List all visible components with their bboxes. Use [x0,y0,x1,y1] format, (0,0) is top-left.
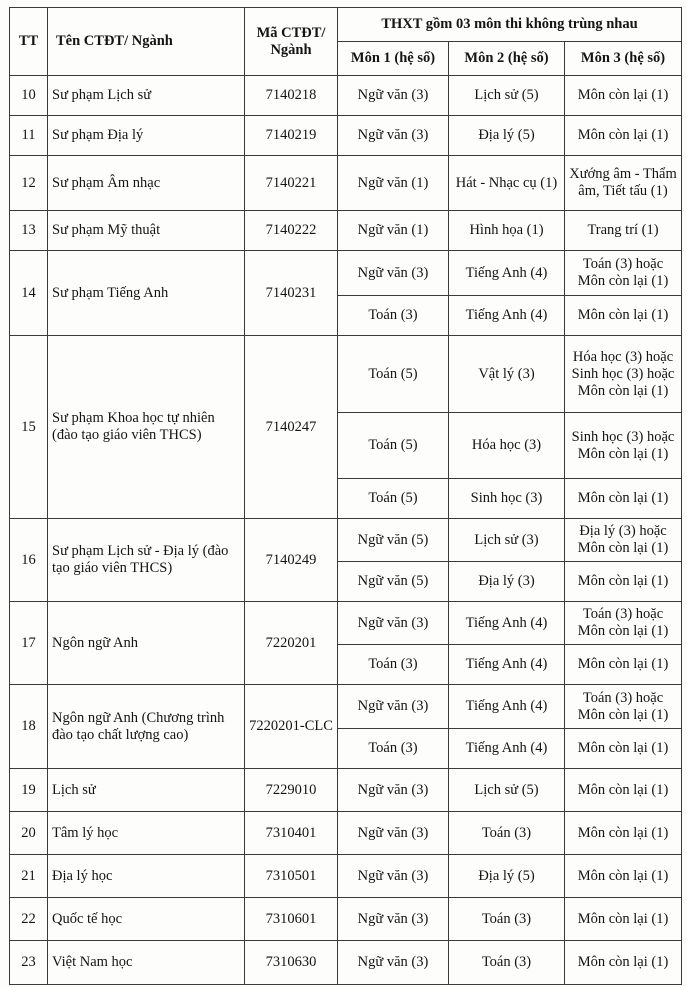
table-row [10,602,682,645]
subject-3-cell: Sinh học (3) hoặc Môn còn lại (1) [565,413,682,479]
program-name: Sư phạm Tiếng Anh [48,251,245,336]
subject-1-cell: Ngữ văn (1) [338,211,449,251]
subject-2-cell: Lịch sử (3) [449,519,565,562]
program-name: Sư phạm Âm nhạc [48,156,245,211]
table-row [10,116,682,156]
subject-3-cell: Toán (3) hoặc Môn còn lại (1) [565,602,682,645]
program-code: 7220201 [245,602,338,685]
subject-1-cell: Ngữ văn (5) [338,562,449,602]
program-code: 7229010 [245,769,338,812]
subject-3-cell: Địa lý (3) hoặc Môn còn lại (1) [565,519,682,562]
program-name: Sư phạm Khoa học tự nhiên (đào tạo giáo viên THCS) [48,336,245,519]
subject-1-cell: Toán (5) [338,479,449,519]
subject-1-cell: Ngữ văn (3) [338,898,449,941]
program-name: Tâm lý học [48,812,245,855]
subject-3-cell: Môn còn lại (1) [565,116,682,156]
row-number: 13 [10,211,48,251]
subject-3-cell: Trang trí (1) [565,211,682,251]
program-code: 7310630 [245,941,338,985]
subject-1-cell: Ngữ văn (3) [338,602,449,645]
program-code: 7310601 [245,898,338,941]
table-row [10,685,682,729]
subject-2-cell: Tiếng Anh (4) [449,685,565,729]
subject-1-cell: Ngữ văn (3) [338,685,449,729]
table-row [10,156,682,211]
row-number: 10 [10,76,48,116]
subject-2-cell: Địa lý (5) [449,855,565,898]
table-row [10,76,682,116]
subject-2-cell: Lịch sử (5) [449,769,565,812]
subject-1-cell: Ngữ văn (3) [338,855,449,898]
table-row [10,769,682,812]
program-name: Quốc tế học [48,898,245,941]
header-tt: TT [10,8,48,76]
subject-3-cell: Môn còn lại (1) [565,812,682,855]
table-row [10,855,682,898]
subject-3-cell: Môn còn lại (1) [565,296,682,336]
subject-2-cell: Sinh học (3) [449,479,565,519]
subject-2-cell: Địa lý (3) [449,562,565,602]
row-number: 22 [10,898,48,941]
header-subject-3: Môn 3 (hệ số) [565,42,682,76]
subject-1-cell: Toán (5) [338,336,449,413]
table-row [10,251,682,296]
row-number: 20 [10,812,48,855]
header-program-code: Mã CTĐT/ Ngành [245,8,338,76]
row-number: 15 [10,336,48,519]
program-name: Sư phạm Địa lý [48,116,245,156]
program-code: 7140221 [245,156,338,211]
subject-1-cell: Ngữ văn (5) [338,519,449,562]
subject-2-cell: Toán (3) [449,898,565,941]
program-code: 7140249 [245,519,338,602]
subject-2-cell: Địa lý (5) [449,116,565,156]
subject-3-cell: Toán (3) hoặc Môn còn lại (1) [565,251,682,296]
subject-2-cell: Hình họa (1) [449,211,565,251]
row-number: 16 [10,519,48,602]
subject-2-cell: Vật lý (3) [449,336,565,413]
program-name: Địa lý học [48,855,245,898]
row-number: 14 [10,251,48,336]
program-code: 7140247 [245,336,338,519]
subject-3-cell: Môn còn lại (1) [565,855,682,898]
row-number: 17 [10,602,48,685]
program-name: Sư phạm Lịch sử - Địa lý (đào tạo giáo viên THCS) [48,519,245,602]
row-number: 12 [10,156,48,211]
subject-3-cell: Hóa học (3) hoặc Sinh học (3) hoặc Môn còn lại (1) [565,336,682,413]
subject-2-cell: Lịch sử (5) [449,76,565,116]
subject-2-cell: Tiếng Anh (4) [449,645,565,685]
subject-3-cell: Xướng âm - Thẩm âm, Tiết tấu (1) [565,156,682,211]
program-code: 7140218 [245,76,338,116]
program-code: 7220201-CLC [245,685,338,769]
program-code: 7140219 [245,116,338,156]
header-subject-2: Môn 2 (hệ số) [449,42,565,76]
subject-2-cell: Toán (3) [449,812,565,855]
subject-2-cell: Toán (3) [449,941,565,985]
admission-combination-table [9,7,682,985]
subject-3-cell: Môn còn lại (1) [565,769,682,812]
header-subject-1: Môn 1 (hệ số) [338,42,449,76]
subject-3-cell: Môn còn lại (1) [565,898,682,941]
subject-3-cell: Môn còn lại (1) [565,76,682,116]
subject-2-cell: Tiếng Anh (4) [449,296,565,336]
subject-3-cell: Môn còn lại (1) [565,645,682,685]
subject-1-cell: Ngữ văn (3) [338,941,449,985]
subject-3-cell: Toán (3) hoặc Môn còn lại (1) [565,685,682,729]
table-row [10,211,682,251]
subject-1-cell: Toán (3) [338,645,449,685]
row-number: 21 [10,855,48,898]
header-subject-group: THXT gồm 03 môn thi không trùng nhau [338,8,682,42]
subject-2-cell: Hát - Nhạc cụ (1) [449,156,565,211]
subject-1-cell: Ngữ văn (1) [338,156,449,211]
program-code: 7310501 [245,855,338,898]
program-name: Việt Nam học [48,941,245,985]
subject-1-cell: Ngữ văn (3) [338,769,449,812]
program-name: Ngôn ngữ Anh [48,602,245,685]
subject-3-cell: Môn còn lại (1) [565,479,682,519]
program-name: Ngôn ngữ Anh (Chương trình đào tạo chất lượng cao) [48,685,245,769]
program-name: Sư phạm Mỹ thuật [48,211,245,251]
row-number: 18 [10,685,48,769]
program-name: Lịch sử [48,769,245,812]
row-number: 23 [10,941,48,985]
subject-1-cell: Ngữ văn (3) [338,812,449,855]
subject-1-cell: Ngữ văn (3) [338,116,449,156]
header-program-name: Tên CTĐT/ Ngành [48,8,245,76]
row-number: 11 [10,116,48,156]
table-row [10,519,682,562]
subject-2-cell: Tiếng Anh (4) [449,251,565,296]
table-row [10,812,682,855]
subject-1-cell: Toán (3) [338,729,449,769]
row-number: 19 [10,769,48,812]
subject-3-cell: Môn còn lại (1) [565,729,682,769]
subject-2-cell: Tiếng Anh (4) [449,602,565,645]
subject-3-cell: Môn còn lại (1) [565,562,682,602]
program-code: 7310401 [245,812,338,855]
subject-1-cell: Toán (3) [338,296,449,336]
subject-3-cell: Môn còn lại (1) [565,941,682,985]
subject-1-cell: Toán (5) [338,413,449,479]
table-row [10,336,682,413]
table-row [10,898,682,941]
subject-2-cell: Hóa học (3) [449,413,565,479]
program-code: 7140231 [245,251,338,336]
table-row [10,941,682,985]
subject-1-cell: Ngữ văn (3) [338,76,449,116]
program-code: 7140222 [245,211,338,251]
subject-2-cell: Tiếng Anh (4) [449,729,565,769]
program-name: Sư phạm Lịch sử [48,76,245,116]
subject-1-cell: Ngữ văn (3) [338,251,449,296]
